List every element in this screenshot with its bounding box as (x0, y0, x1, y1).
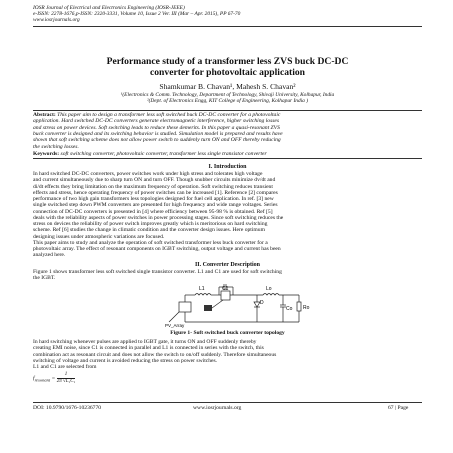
body-line: effects and stress, hence operating frequency of power switches can be increased [1]. Reference [2] compares (33, 189, 278, 196)
abstract-line: This paper aim to design a transformer less soft switched buck DC-DC converter for a photovoltaic (57, 112, 281, 118)
keywords-text: soft switching converter, photovoltaic converter, transformer less single transistor converter (60, 151, 267, 157)
footer-website[interactable]: www.iosrjournals.org (193, 405, 242, 411)
body-line: switching of voltage and current is avoided reducing the stress on power switches. (33, 357, 218, 364)
footer-doi: DOI: 10.9790/1676-10236770 (33, 405, 102, 411)
body-line: the IGBT. (33, 275, 56, 282)
body-line: stress on devices the reliability of power switch improves greatly which is meritorious on hard switching (33, 221, 268, 227)
gate-pulse-generator (204, 305, 212, 311)
body-line: This paper aims to study and analyze the operation of soft switched transformer less buck converter for a (33, 239, 268, 246)
formula-equals: = (50, 375, 57, 382)
body-line: designing issues under atmospheric variations are focused. (33, 233, 165, 240)
body-line: In hard switching whenever pulses are applied to IGBT gate, it turns ON and OFF suddenly thereby (33, 339, 257, 345)
label-c1: C1 (222, 286, 229, 292)
body-line: creating EMI noise, since C1 is connected in parallel and L1 is connected in series with the switch, this (33, 345, 264, 352)
label-co: Co (286, 306, 293, 312)
switching-body (33, 339, 422, 370)
footer-rule (33, 402, 422, 403)
body-line: L1 and C1 are selected from (33, 364, 97, 370)
journal-header (33, 5, 433, 24)
affiliation-1: ¹(Electronics & Comm. Technology, Department of Technology, Shivaji University, Kolhapur, India (120, 92, 335, 98)
formula-fraction (57, 372, 76, 384)
footer-page-number: 67 | Page (388, 405, 409, 411)
formula-lhs-subscript: resonant (34, 377, 51, 383)
body-line: Figure 1 shows transformer less soft switched single transistor converter. L1 and C1 are used for soft switching (33, 269, 282, 275)
abstract-top-rule (33, 110, 422, 111)
abstract (33, 112, 422, 150)
introduction-body (33, 171, 422, 259)
abstract-line: shown that soft switching scheme does not allow power switch to suddenly turn ON and OFF thereby reducing (33, 137, 281, 144)
authors: Shamkumar B. Chavan¹, Mahesh S. Chavan² (159, 82, 296, 91)
paper-title (33, 57, 422, 78)
body-line: combination act as resonant circuit and does not allow the switch to on/off suddenly. Therefore simultaneous (33, 351, 277, 358)
label-ro: Ro (303, 305, 310, 311)
abstract-line: and stress on power devices. Soft switching leads to reduce these demerits. In this paper a quasi-resonant ZVS (33, 124, 280, 131)
body-line: analyzed here. (33, 252, 66, 259)
title-line: Performance study of a transformer less ZVS buck DC-DC (106, 56, 349, 67)
label-pv-array: PV_Array (165, 323, 185, 328)
affiliations (33, 92, 422, 105)
keywords-label: Keywords: (33, 151, 60, 157)
buck-converter-schematic (165, 282, 315, 328)
keywords-bottom-rule (33, 158, 422, 159)
resonant-frequency-formula (33, 372, 233, 384)
body-line: deals with the reliability aspects of power switches in power processing stages. Since soft switching reduces the (33, 214, 284, 221)
body-line: di/dt effects they bring limitation on the maximum frequency of operation. Soft switching reduces transient (33, 183, 273, 190)
label-d: D (260, 300, 264, 306)
abstract-line: the switching losses. (33, 143, 79, 150)
affiliation-2: ²(Dept. of Electronics Engg, KIT College of Engineering, Kolhapur India ) (146, 98, 309, 105)
body-line: single switched step down PWM converters are presented for high frequency and wide range voltages. Series (33, 202, 278, 209)
section-heading-introduction: I. Introduction (208, 164, 247, 170)
abstract-label: Abstract: (33, 112, 56, 118)
abstract-line: buck converter is designed and its switching behavior is studied. Simulation model is prepared and results have (33, 131, 283, 138)
converter-body (33, 269, 422, 282)
body-line: In hard switched DC-DC converters, power switches work under high stress and tolerates high voltage (33, 171, 263, 177)
abstract-line: application. Hard switched DC-DC converters generate electromagnetic interference, higher switching losses (33, 118, 280, 125)
keywords (33, 151, 422, 157)
formula-numerator: 1 (57, 372, 76, 379)
body-line: performance of two high gain transformers less topologies designed for fuel cell application. In ref. [3] new (33, 196, 274, 202)
figure-caption: Figure 1- Soft switched buck converter topology (170, 330, 285, 336)
header-rule (33, 26, 422, 27)
label-lo: Lo (266, 286, 272, 292)
journal-website: www.iosrjournals.org (33, 17, 80, 24)
formula-denominator: 2π √L₁C₁ (56, 378, 76, 384)
formula-lhs: f (33, 375, 35, 382)
body-line: photovoltaic array. The effect of resonant components on IGBT switching, output voltage and current has been (33, 246, 281, 252)
journal-name: IOSR Journal of Electrical and Electronics Engineering (IOSR-JEEE) (33, 5, 185, 11)
title-line: converter for photovoltaic application (150, 66, 305, 78)
label-l1: L1 (199, 286, 205, 292)
body-line: scheme. Ref [6] studies the change in climatic condition and the converter design issues. Here optimum (33, 227, 265, 234)
journal-issn: e-ISSN: 2278-1676,p-ISSN: 2320-3331, Volume 10, Issue 2 Ver. III (Mar – Apr. 2015), PP 67-70 (33, 11, 241, 18)
body-line: connection of DC-DC converters is presented in [4] where efficiency between 95-98 % is obtained. Ref [5] (33, 208, 273, 215)
section-heading-converter: II. Converter Description (194, 262, 261, 268)
body-line: and current simultaneously due to sharp turn ON and turn OFF. Though snubber circuits minimize dv/dt and (33, 177, 276, 184)
